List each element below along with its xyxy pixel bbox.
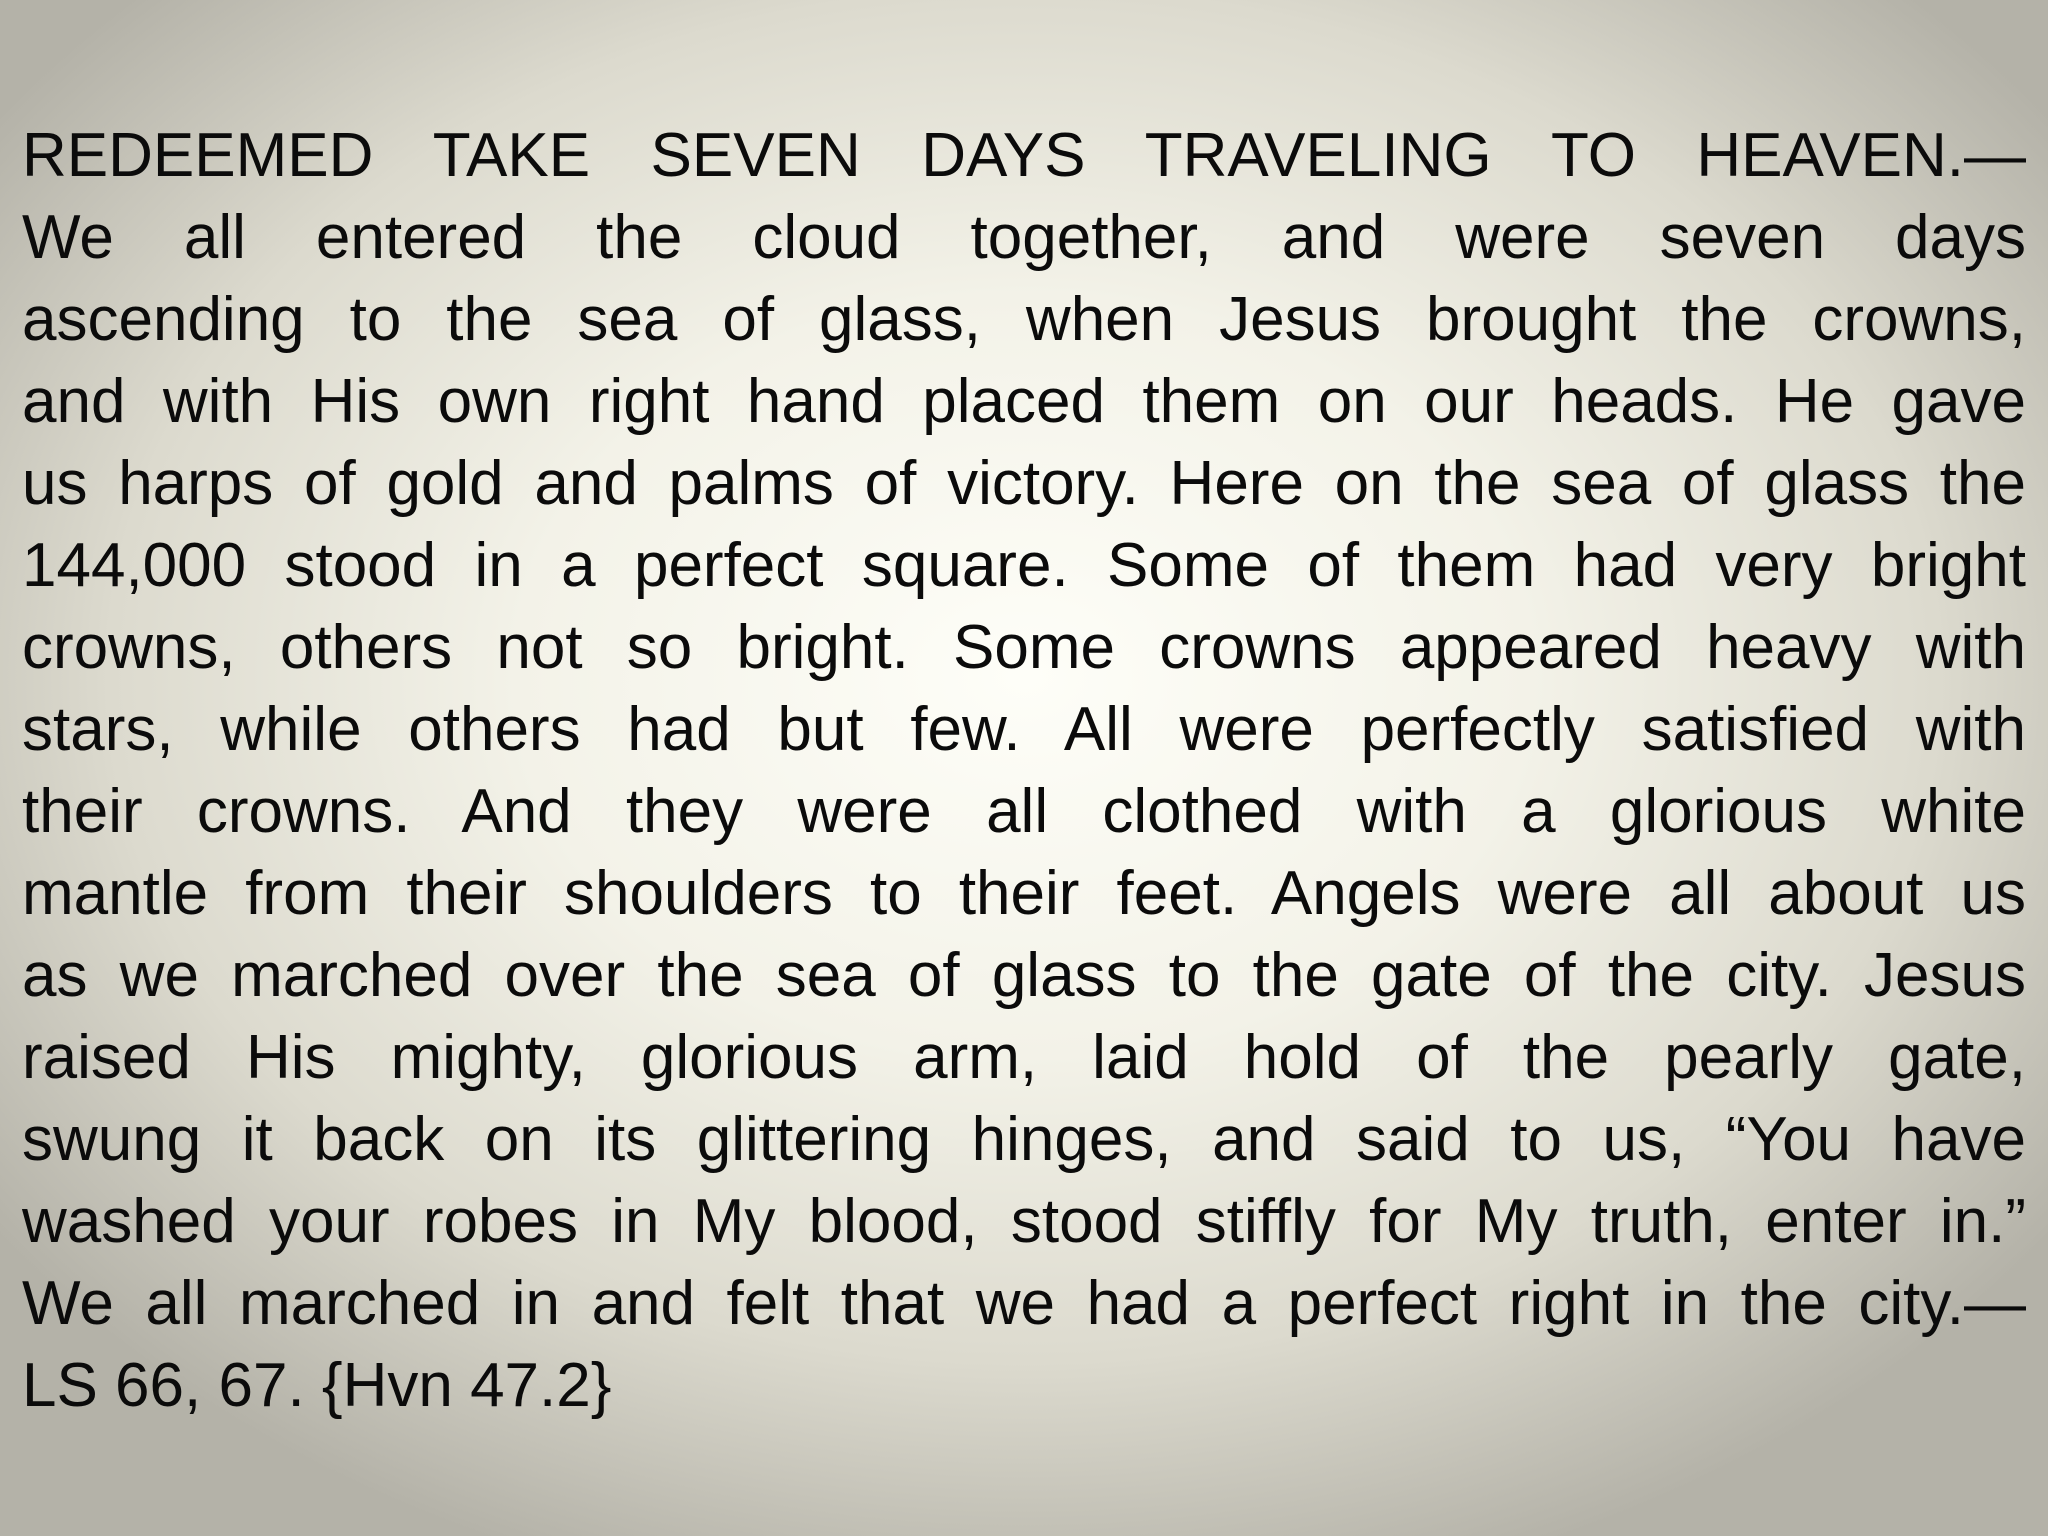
passage-line: We all marched in and felt that we had a perfect right in the city.— <box>22 1269 2026 1338</box>
passage-line: stars, while others had but few. All were perfectly satisfied with <box>22 695 2026 764</box>
passage-line: ascending to the sea of glass, when Jesus brought the crowns, <box>22 285 2026 354</box>
passage-line: mantle from their shoulders to their feet. Angels were all about us <box>22 859 2026 928</box>
passage-line: swung it back on its glittering hinges, and said to us, “You have <box>22 1105 2026 1174</box>
passage-text <box>22 115 2026 1427</box>
passage-line: crowns, others not so bright. Some crowns appeared heavy with <box>22 613 2026 682</box>
citation-line: LS 66, 67. {Hvn 47.2} <box>22 1351 612 1420</box>
passage-line: and with His own right hand placed them on our heads. He gave <box>22 367 2026 436</box>
passage-line: us harps of gold and palms of victory. Here on the sea of glass the <box>22 449 2026 518</box>
passage-line: 144,000 stood in a perfect square. Some of them had very bright <box>22 531 2026 600</box>
passage-line: as we marched over the sea of glass to the gate of the city. Jesus <box>22 941 2026 1010</box>
passage-line: washed your robes in My blood, stood stiffly for My truth, enter in.” <box>22 1187 2026 1256</box>
passage-line: their crowns. And they were all clothed with a glorious white <box>22 777 2026 846</box>
passage-line: We all entered the cloud together, and were seven days <box>22 203 2026 272</box>
passage-line: raised His mighty, glorious arm, laid hold of the pearly gate, <box>22 1023 2026 1092</box>
passage-heading-line: REDEEMED TAKE SEVEN DAYS TRAVELING TO HEAVEN.— <box>22 121 2026 190</box>
